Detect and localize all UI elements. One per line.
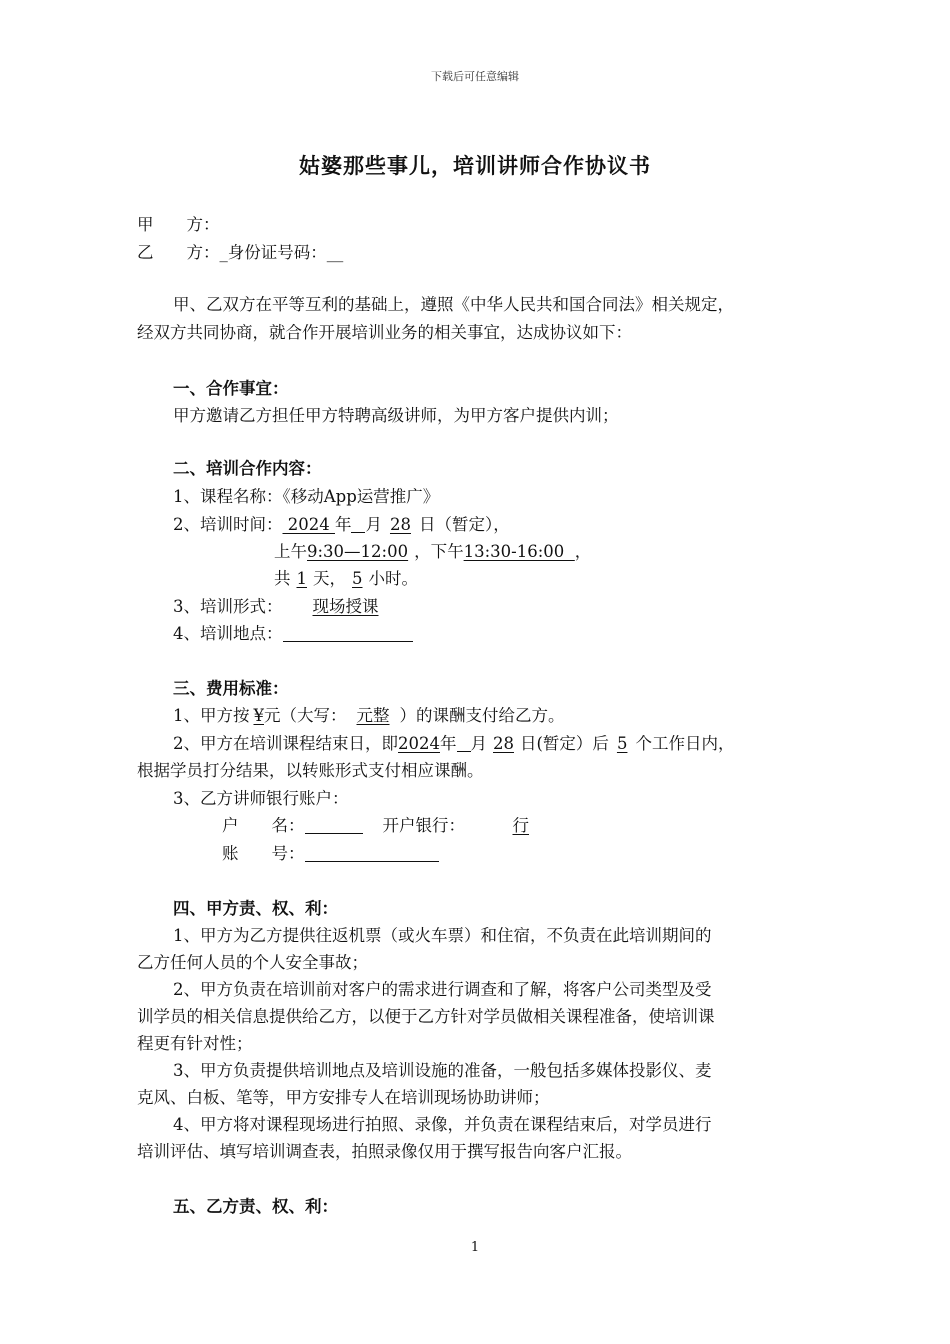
training-hours-line xyxy=(274,539,591,565)
party-a-line: 甲 方： xyxy=(137,215,220,234)
section-2-heading: 二、培训合作内容： xyxy=(173,459,322,478)
holder-label: 户 名： xyxy=(222,816,305,835)
pm-time: 13:30-16:00 xyxy=(463,542,575,561)
sec4-p1-line2: 乙方任何人员的个人安全事故； xyxy=(137,953,368,972)
training-place-label: 4、培训地点： xyxy=(173,624,283,643)
hours-suffix: 小时。 xyxy=(368,569,418,588)
payment-day: 28 xyxy=(493,734,514,753)
bank-suffix: 行 xyxy=(512,816,529,835)
sec4-p4-line1: 4、甲方将对课程现场进行拍照、录像，并负责在课程结束后，对学员进行 xyxy=(173,1115,712,1134)
month-blank xyxy=(351,515,365,533)
payment-line-2: 根据学员打分结果，以转账形式支付相应课酬。 xyxy=(137,761,484,780)
sec4-p3-line1: 3、甲方负责提供培训地点及培训设施的准备，一般包括多媒体投影仪、麦 xyxy=(173,1061,712,1080)
fee-line xyxy=(173,703,565,729)
training-place-line xyxy=(173,621,413,647)
payment-days-suffix: 个工作日内， xyxy=(635,734,735,753)
training-form-line xyxy=(173,594,473,620)
pm-suffix: ， xyxy=(574,542,592,561)
account-number-label: 账 号： xyxy=(222,844,305,863)
sec4-p2-line2: 训学员的相关信息提供给乙方，以便于乙方针对学员做相关课程准备，使培训课 xyxy=(137,1007,715,1026)
payment-month-blank xyxy=(457,734,471,752)
sec4-p2-line3: 程更有针对性； xyxy=(137,1034,253,1053)
training-time-label: 2、培训时间： xyxy=(173,515,283,534)
training-form-value: 现场授课 xyxy=(312,597,379,616)
payment-days: 5 xyxy=(616,734,628,753)
days-suffix: 天， xyxy=(313,569,346,588)
page-header: 下载后可任意编辑 xyxy=(431,70,519,83)
sec4-p4-line2: 培训评估、填写培训调查表，拍照录像仅用于撰写报告向客户汇报。 xyxy=(137,1142,632,1161)
training-time-line xyxy=(173,512,510,538)
section-1-heading: 一、合作事宜： xyxy=(173,379,289,398)
account-number-blank xyxy=(305,844,439,862)
course-name-line: 1、课程名称：《移动App运营推广》 xyxy=(173,487,440,506)
training-form-label: 3、培训形式： xyxy=(173,597,283,616)
pm-label: ，下午 xyxy=(414,542,464,561)
training-place-blank xyxy=(283,624,413,642)
party-b-line: 乙 方：_身份证号码：__ xyxy=(137,243,344,262)
fee-suffix: ）的课酬支付给乙方。 xyxy=(399,706,565,725)
training-day: 28 xyxy=(389,515,411,534)
intro-line-2: 经双方共同协商，就合作开展培训业务的相关事宜，达成协议如下： xyxy=(137,323,632,342)
day-suffix: 日（暂定）， xyxy=(418,515,510,534)
holder-blank xyxy=(305,816,363,834)
section-3-heading: 三、费用标准： xyxy=(173,679,289,698)
section-1-text: 甲方邀请乙方担任甲方特聘高级讲师，为甲方客户提供内训； xyxy=(173,406,619,425)
payment-year-suffix: 年 xyxy=(440,734,457,753)
bank-account-heading: 3、乙方讲师银行账户： xyxy=(173,789,349,808)
section-5-heading: 五、乙方责、权、利： xyxy=(173,1197,338,1216)
document-title: 姑婆那些事儿，培训讲师合作协议书 xyxy=(299,153,651,178)
bank-name-label: 开户银行： xyxy=(382,816,465,835)
am-label: 上午 xyxy=(274,542,307,561)
sec4-p3-line2: 克风、白板、笔等，甲方安排专人在培训现场协助讲师； xyxy=(137,1088,550,1107)
sec4-p1-line1: 1、甲方为乙方提供往返机票（或火车票）和住宿，不负责在此培训期间的 xyxy=(173,926,712,945)
fee-currency: ¥ xyxy=(253,706,264,725)
total-prefix: 共 xyxy=(274,569,291,588)
page-number: 1 xyxy=(470,1240,480,1255)
fee-mid: 元（大写： xyxy=(264,706,347,725)
training-hours: 5 xyxy=(352,569,363,588)
account-holder-line xyxy=(222,813,529,839)
fee-prefix: 1、甲方按 xyxy=(173,706,250,725)
training-duration-line xyxy=(274,566,418,592)
section-4-heading: 四、甲方责、权、利： xyxy=(173,899,338,918)
intro-line-1: 甲、乙双方在平等互利的基础上，遵照《中华人民共和国合同法》相关规定， xyxy=(173,295,734,314)
payment-prefix: 2、甲方在培训课程结束日，即 xyxy=(173,734,398,753)
year-suffix: 年 xyxy=(334,515,352,534)
payment-year: 2024 xyxy=(398,734,440,753)
payment-month-suffix: 月 xyxy=(470,734,487,753)
fee-uppercase: 元整 xyxy=(356,706,390,725)
sec4-p2-line1: 2、甲方负责在培训前对客户的需求进行调查和了解，将客户公司类型及受 xyxy=(173,980,712,999)
account-number-line xyxy=(222,841,439,867)
month-suffix: 月 xyxy=(365,515,382,534)
training-days: 1 xyxy=(296,569,307,588)
training-year: 2024 xyxy=(282,515,335,534)
payment-day-suffix: 日(暂定）后 xyxy=(520,734,609,753)
am-time: 9:30—12:00 xyxy=(307,542,409,561)
payment-line-1 xyxy=(173,731,734,757)
